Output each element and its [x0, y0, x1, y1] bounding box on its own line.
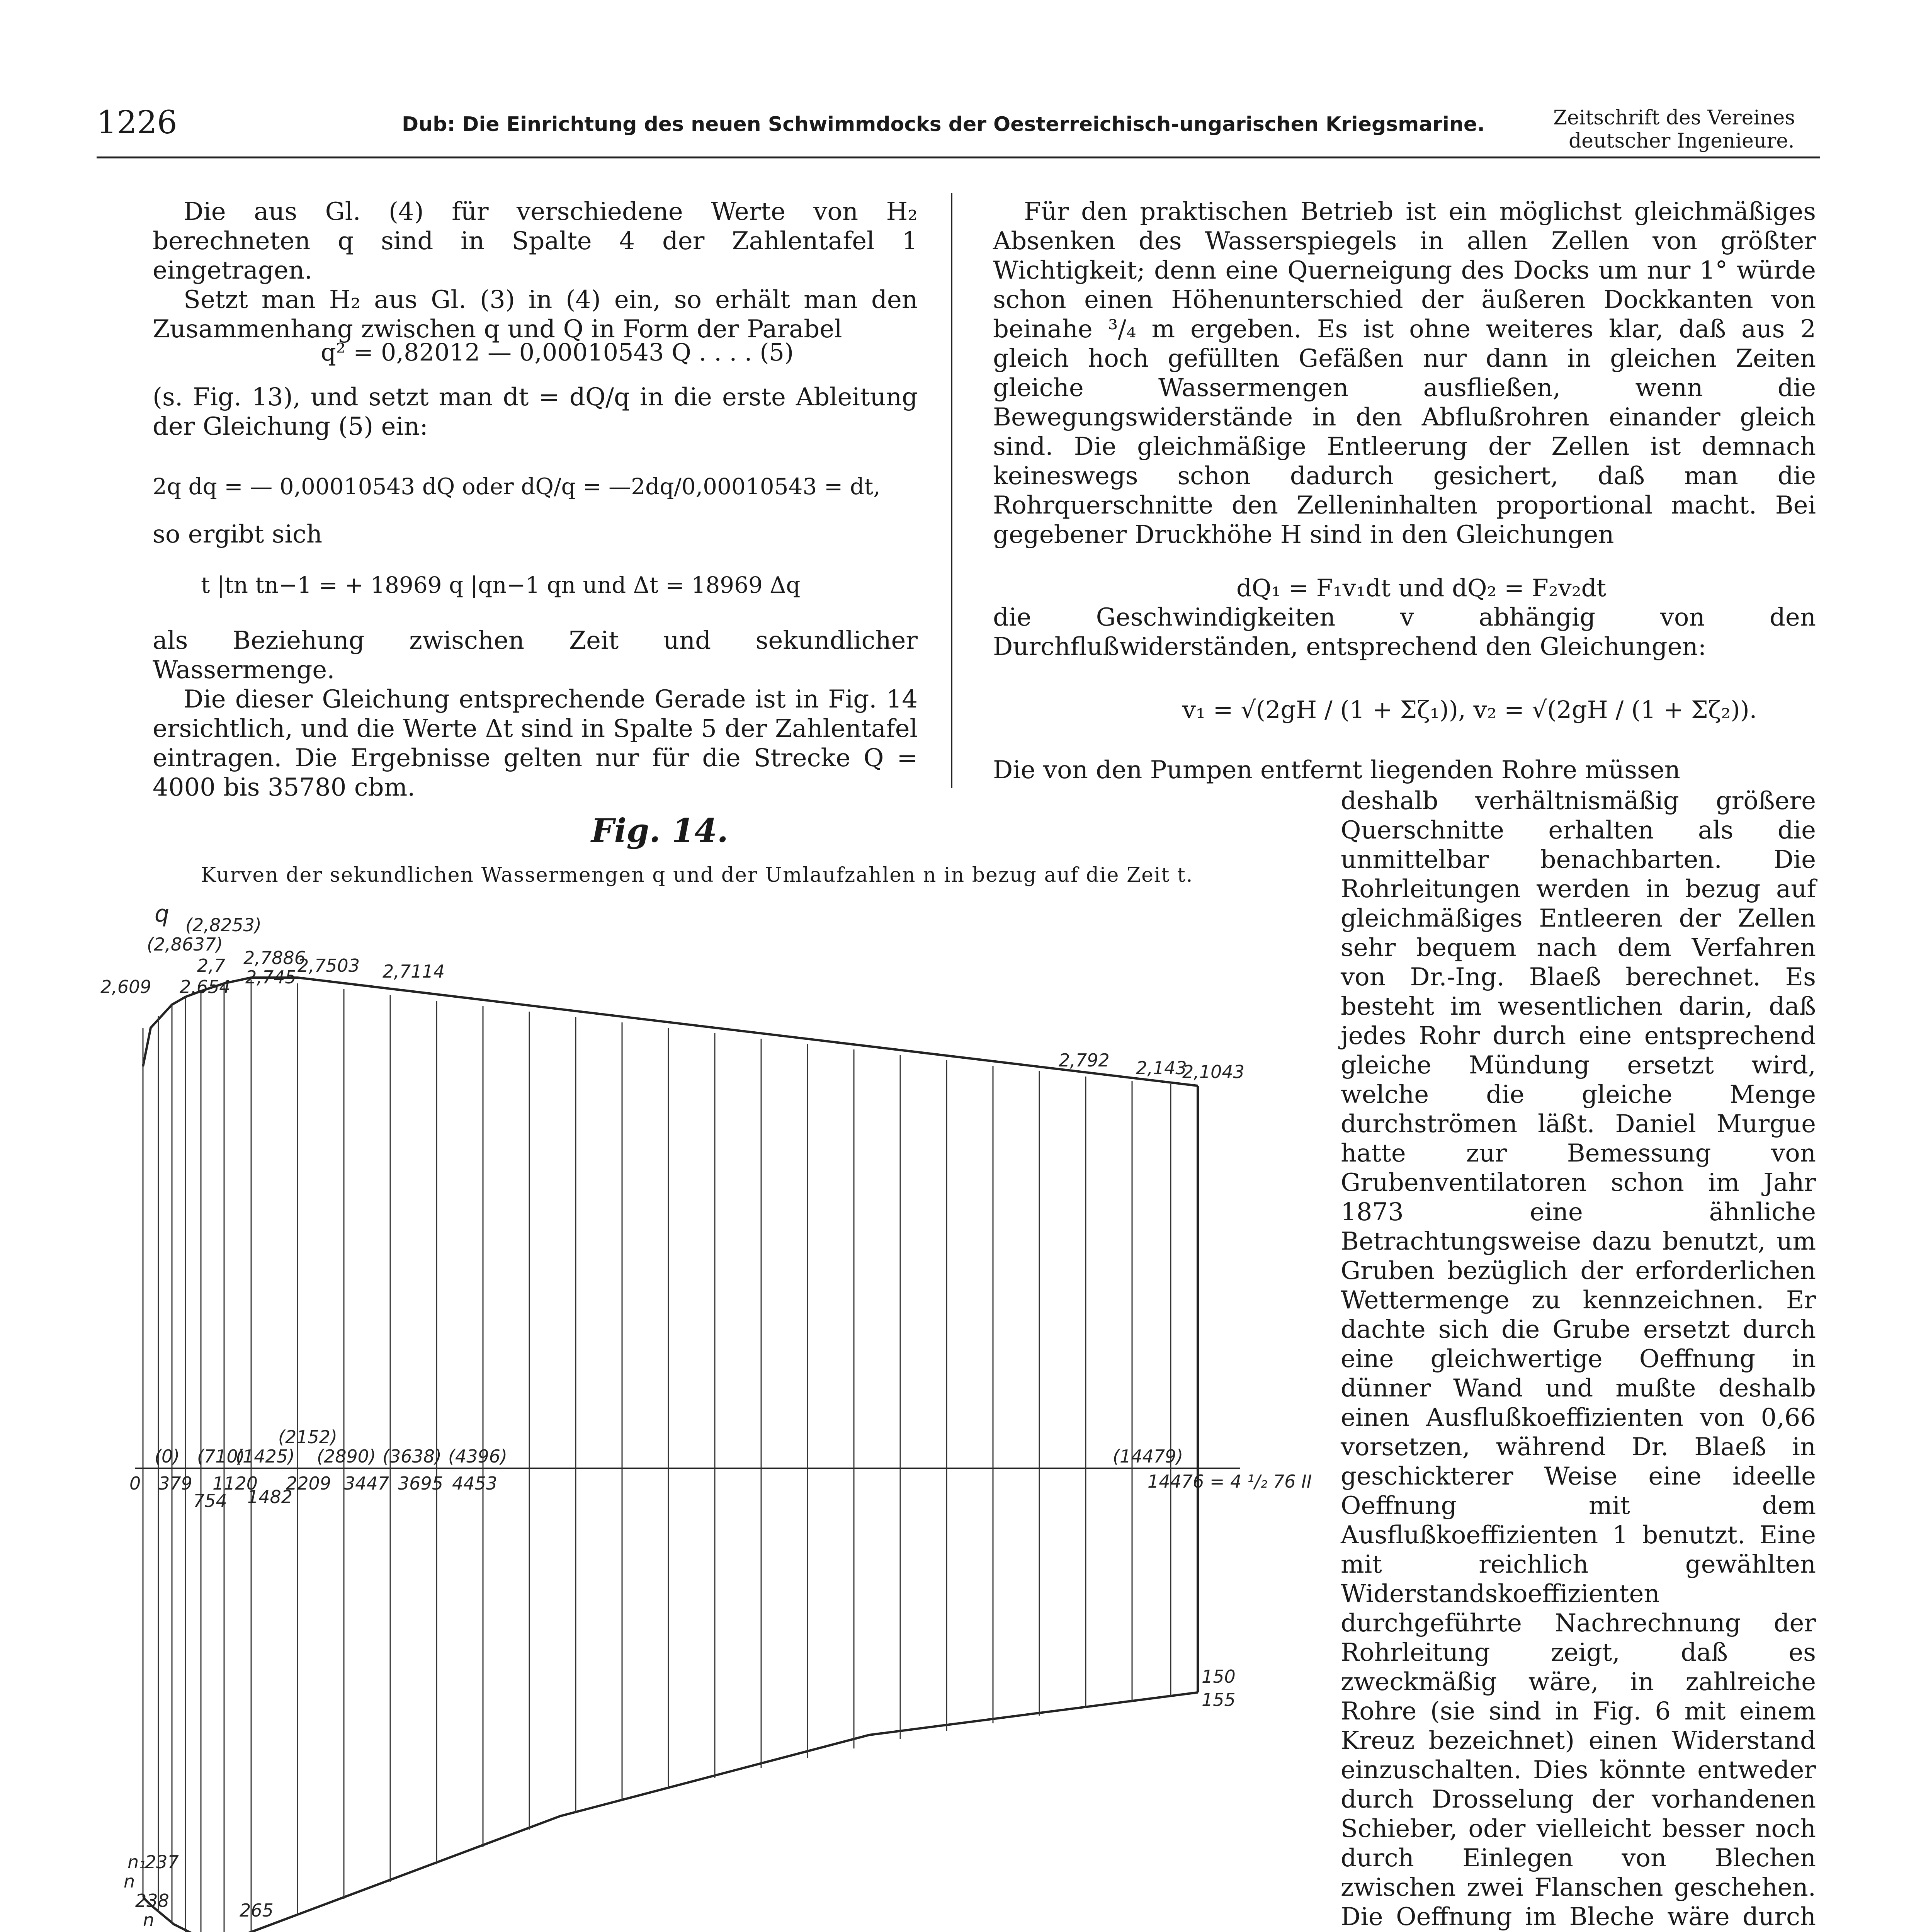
paragraph: die Geschwindigkeiten v abhängig von den Durchflußwiderständen, entsprechend den Gleichungen:: [993, 603, 1816, 661]
label-n1: n₁: [128, 1852, 146, 1872]
label-q: q: [155, 900, 170, 927]
page-number: 1226: [97, 104, 177, 141]
label-t1425: (1425): [236, 1446, 295, 1467]
n-curve: [143, 1692, 1198, 1932]
label-27114: 2,7114: [383, 961, 445, 982]
label-2143: 2,143: [1136, 1058, 1187, 1078]
label-b1482: 1482: [247, 1486, 293, 1507]
left-top-text-3: [153, 520, 918, 549]
paragraph: Setzt man H₂ aus Gl. (3) in (4) ein, so erhält man den Zusammenhang zwischen q und Q in Form der Parabel: [153, 286, 918, 344]
journal-title-line1: Zeitschrift des Vereines: [1553, 106, 1795, 129]
column-divider-top: [951, 193, 952, 788]
equation-v: v₁ = √(2gH / (1 + Σζ₁)), v₂ = √(2gH / (1 + Σζ₂)).: [1182, 696, 1757, 724]
label-21043: 2,1043: [1182, 1061, 1244, 1082]
label-2609: 2,609: [100, 976, 151, 997]
label-b379: 379: [158, 1473, 192, 1494]
label-b3695: 3695: [398, 1473, 444, 1494]
figure-14-chart: [97, 900, 1325, 1932]
label-2745: 2,745: [245, 967, 296, 988]
paragraph: Die aus Gl. (4) für verschiedene Werte von H₂ berechneten q sind in Spalte 4 der Zahlentafel 1 eingetragen.: [153, 197, 918, 285]
equation-7: t |tn tn−1 = + 18969 q |qn−1 qn und Δt = 18969 Δq: [201, 572, 801, 598]
label-t2152: (2152): [278, 1427, 337, 1447]
label-b4453: 4453: [452, 1473, 498, 1494]
equation-6: 2q dq = — 0,00010543 dQ oder dQ/q = —2dq/0,00010543 = dt,: [153, 473, 881, 500]
label-n-150: 150: [1202, 1666, 1236, 1687]
label-27503: 2,7503: [298, 955, 360, 976]
label-t14479: (14479): [1113, 1446, 1183, 1467]
right-top-text-2: [993, 603, 1816, 662]
label-n2: n: [124, 1871, 135, 1892]
label-q-top: (2,8253): [185, 915, 262, 935]
label-b2209: 2209: [286, 1473, 332, 1494]
label-b3447: 3447: [344, 1473, 389, 1494]
label-b1120: 1120: [213, 1473, 258, 1494]
label-n-155: 155: [1202, 1689, 1236, 1710]
label-n-n: n: [143, 1910, 155, 1930]
paragraph: Die von den Pumpen entfernt liegenden Rohre müssen: [993, 756, 1680, 784]
label-t3638: (3638): [383, 1446, 442, 1467]
label-2792: 2,792: [1059, 1050, 1110, 1071]
equation-dq: dQ₁ = F₁v₁dt und dQ₂ = F₂v₂dt: [1236, 574, 1607, 602]
label-t2890: (2890): [317, 1446, 376, 1467]
label-b14476: 14476 = 4 ¹/₂ 76 II: [1148, 1471, 1312, 1492]
left-top-text: [153, 197, 918, 344]
left-top-text-2: [153, 383, 918, 441]
right-side-text: deshalb verhältnismäßig größere Querschnitte erhalten als die unmittelbar benachbarten. Die Rohrleitungen werden in bezug auf gleichmäßiges Entleeren der Zellen sehr bequem nach dem Verfahren von Dr.-Ing. Blaeß berechnet. Es besteht im wesentlichen darin, daß jedes Rohr durch eine entsprechend gleiche Mündung ersetzt wird, welche die gleiche Menge durchströmen läßt. Daniel Murgue hatte zur Bemessung von Grubenventilatoren schon im Jahr 1873 eine ähnliche Betrachtungsweise dazu benutzt, um Gruben bezüglich der erforderlichen Wettermenge zu kennzeichnen. Er dachte sich die Grube ersetzt durch eine gleichwertige Oeffnung in dünner Wand und mußte deshalb einen Ausflußkoeffizienten von 0,66 vorsetzen, während Dr. Blaeß in geschickterer Weise eine ideelle Oeffnung mit dem Ausflußkoeffizienten 1 benutzt. Eine mit reichlich gewählten Widerstandskoeffizienten durchgeführte Nachrechnung der Rohrleitung zeigt, daß es zweckmäßig wäre, in zahlreiche Rohre (sie sind in Fig. 6 mit einem Kreuz bezeichnet) einen Widerstand einzuschalten. Dies könnte entweder durch Drosselung der vorhandenen Schieber, oder vielleicht besser noch durch Einlegen von Blechen zwischen zwei Flanschen geschehen. Die Oeffnung im Bleche wäre durch: [1341, 787, 1816, 1931]
left-top-text-4: [153, 626, 918, 802]
paragraph: Für den praktischen Betrieb ist ein möglichst gleichmäßiges Absenken des Wasserspiegels in allen Zellen von größter Wichtigkeit; denn eine Querneigung des Docks um nur 1° würde schon einen Höhenunterschied der äußeren Dockkanten von beinahe ³/₄ m ergeben. Es ist ohne weiteres klar, daß aus 2 gleich hoch gefüllten Gefäßen nur dann in gleichen Zeiten gleiche Wassermengen ausfließen, wenn die Bewegungswiderstände in den Abflußrohren einander gleich sind. Die gleichmäßige Entleerung der Zellen ist demnach keineswegs schon dadurch gesichert, daß man die Rohrquerschnitte den Zelleninhalten proportional macht. Bei gegebener Druckhöhe H sind in den Gleichungen: [993, 197, 1816, 549]
right-top-text-3: [993, 755, 1816, 785]
label-t710: (710): [197, 1446, 245, 1467]
label-n-237: 237: [145, 1852, 179, 1872]
running-title: Dub: Die Einrichtung des neuen Schwimmdocks der Oesterreichisch-ungarischen Kriegsmarine.: [402, 113, 1485, 136]
figure-title: Fig. 14.: [591, 811, 728, 850]
label-q-2: (2,8637): [147, 934, 223, 955]
paragraph: (s. Fig. 13), und setzt man dt = dQ/q in die erste Ableitung der Gleichung (5) ein:: [153, 383, 918, 441]
label-b0: 0: [129, 1473, 141, 1494]
header-rule: [97, 156, 1820, 158]
label-27: 2,7: [197, 955, 226, 976]
equation-5: q² = 0,82012 — 0,00010543 Q . . . . (5): [321, 338, 794, 366]
paragraph: Die dieser Gleichung entsprechende Gerade ist in Fig. 14 ersichtlich, und die Werte Δt sind in Spalte 5 der Zahlentafel eintragen. Die Ergebnisse gelten nur für die Strecke Q = 4000 bis 35780 cbm.: [153, 685, 918, 802]
label-n-265: 265: [240, 1900, 274, 1921]
label-27886: 2,7886: [243, 947, 306, 968]
label-n-238: 238: [135, 1890, 169, 1911]
paragraph: als Beziehung zwischen Zeit und sekundlicher Wassermenge.: [153, 626, 918, 684]
figure-caption: Kurven der sekundlichen Wassermengen q und der Umlaufzahlen n in bezug auf die Zeit t.: [201, 864, 1193, 887]
label-t4396: (4396): [448, 1446, 507, 1467]
label-b754: 754: [193, 1490, 227, 1511]
paragraph: so ergibt sich: [153, 520, 323, 549]
right-top-text: [993, 197, 1816, 549]
label-t0: (0): [155, 1446, 180, 1467]
label-2654: 2,654: [180, 976, 231, 997]
journal-title-line2: deutscher Ingenieure.: [1569, 129, 1795, 153]
q-curve: [143, 978, 1198, 1086]
